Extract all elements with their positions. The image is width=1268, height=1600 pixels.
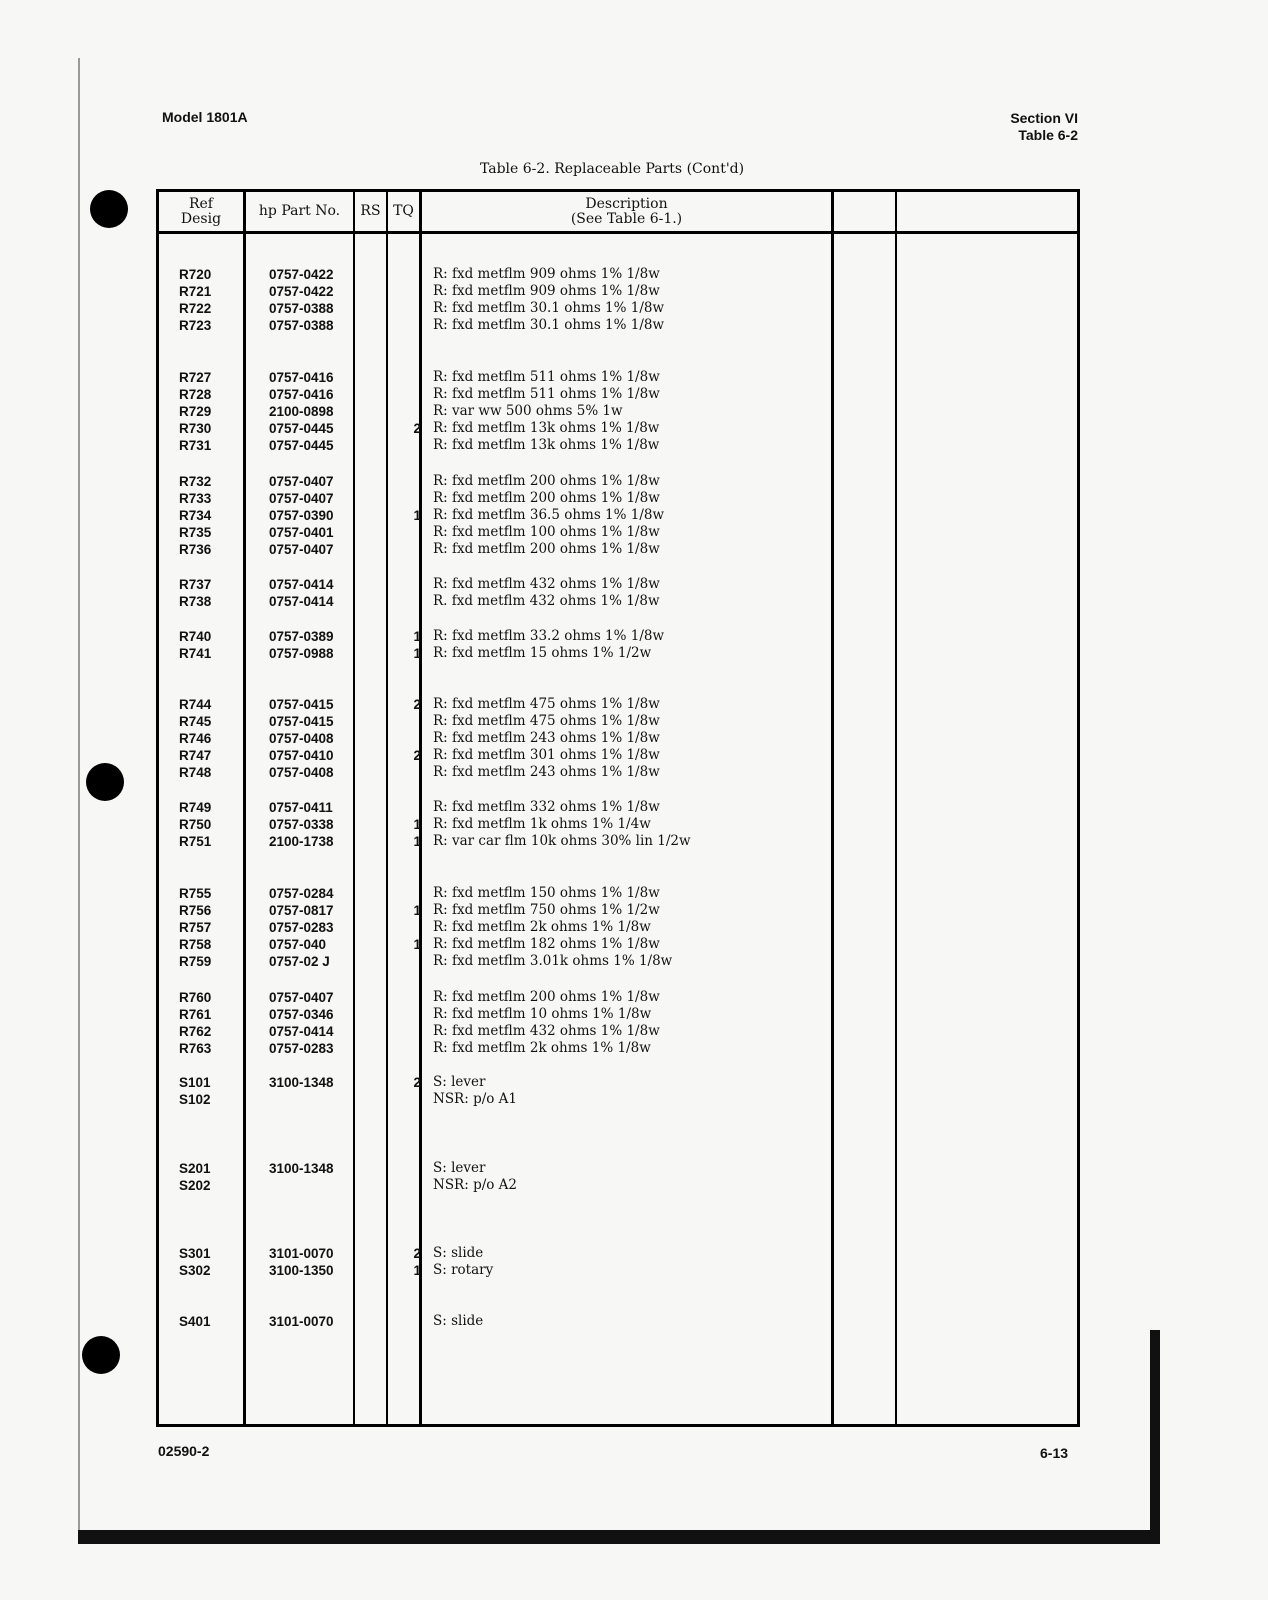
description: S: lever [433, 1074, 486, 1090]
col-header-part: hp Part No. [258, 203, 341, 219]
table-row [159, 1006, 1077, 1023]
description: R: fxd metflm 301 ohms 1% 1/8w [433, 747, 660, 763]
table-row [159, 764, 1077, 781]
ref-desig: R751 [179, 834, 212, 849]
punch-hole [86, 763, 124, 801]
section-label: Section VI [1010, 110, 1078, 126]
ref-desig: S302 [179, 1263, 211, 1278]
description: R: fxd metflm 10 ohms 1% 1/8w [433, 1006, 652, 1022]
description: R: fxd metflm 511 ohms 1% 1/8w [433, 369, 660, 385]
part-number: 3100-1350 [269, 1263, 334, 1278]
table-row [159, 473, 1077, 490]
ref-desig: S301 [179, 1246, 211, 1261]
ref-desig: R738 [179, 594, 212, 609]
total-quantity: 2 [413, 748, 421, 763]
description: R: fxd metflm 150 ohms 1% 1/8w [433, 885, 660, 901]
ref-desig: R735 [179, 525, 212, 540]
ref-desig: R746 [179, 731, 212, 746]
part-number: 0757-0389 [269, 629, 334, 644]
ref-desig: R756 [179, 903, 212, 918]
description: R: fxd metflm 36.5 ohms 1% 1/8w [433, 507, 665, 523]
description: R: fxd metflm 909 ohms 1% 1/8w [433, 266, 660, 282]
ref-desig: R723 [179, 318, 212, 333]
part-number: 0757-0388 [269, 301, 334, 316]
part-number: 0757-040 [269, 937, 327, 952]
part-number: 0757-0416 [269, 370, 334, 385]
table-row [159, 1091, 1077, 1108]
part-number: 0757-0283 [269, 1041, 334, 1056]
part-number: 0757-0388 [269, 318, 334, 333]
part-number: 0757-0445 [269, 438, 334, 453]
col-header-tq: TQ [393, 203, 414, 219]
table-row [159, 386, 1077, 403]
part-number: 0757-0410 [269, 748, 334, 763]
model-label: Model 1801A [162, 109, 248, 125]
table-row [159, 490, 1077, 507]
part-number: 2100-1738 [269, 834, 334, 849]
total-quantity: 1 [413, 508, 421, 523]
table-row [159, 628, 1077, 645]
table-row [159, 885, 1077, 902]
total-quantity: 1 [413, 937, 421, 952]
description: R: fxd metflm 750 ohms 1% 1/2w [433, 902, 660, 918]
section-header [1010, 110, 1078, 144]
ref-desig: R762 [179, 1024, 212, 1039]
table-row [159, 799, 1077, 816]
total-quantity: 1 [413, 903, 421, 918]
total-quantity: 2 [413, 697, 421, 712]
total-quantity: 2 [413, 1246, 421, 1261]
table-row [159, 953, 1077, 970]
table-row [159, 902, 1077, 919]
table-caption: Table 6-2. Replaceable Parts (Cont'd) [480, 161, 745, 177]
table-ref-label: Table 6-2 [1018, 127, 1078, 143]
part-number: 3101-0070 [269, 1246, 334, 1261]
description: R: fxd metflm 3.01k ohms 1% 1/8w [433, 953, 673, 969]
part-number: 0757-0414 [269, 577, 334, 592]
table-row [159, 936, 1077, 953]
ref-desig: R759 [179, 954, 212, 969]
ref-desig: S101 [179, 1075, 211, 1090]
total-quantity: 1 [413, 1263, 421, 1278]
description: R: fxd metflm 30.1 ohms 1% 1/8w [433, 317, 665, 333]
table-row [159, 1245, 1077, 1262]
description: R: fxd metflm 332 ohms 1% 1/8w [433, 799, 660, 815]
description: R: fxd metflm 243 ohms 1% 1/8w [433, 764, 660, 780]
total-quantity: 1 [413, 629, 421, 644]
part-number: 0757-0411 [269, 800, 333, 815]
table-row [159, 747, 1077, 764]
description: R: fxd metflm 475 ohms 1% 1/8w [433, 696, 660, 712]
description: R: fxd metflm 243 ohms 1% 1/8w [433, 730, 660, 746]
ref-desig: R761 [179, 1007, 212, 1022]
description: S: rotary [433, 1262, 494, 1278]
col-header-ref-line2: Desig [180, 210, 222, 227]
total-quantity: 1 [413, 834, 421, 849]
ref-desig: R757 [179, 920, 212, 935]
description: R: fxd metflm 200 ohms 1% 1/8w [433, 989, 660, 1005]
table-row [159, 1160, 1077, 1177]
table-row [159, 266, 1077, 283]
table-row [159, 317, 1077, 334]
ref-desig: S401 [179, 1314, 211, 1329]
table-row [159, 437, 1077, 454]
part-number: 0757-0422 [269, 267, 334, 282]
table-row [159, 1074, 1077, 1091]
part-number: 0757-0408 [269, 765, 334, 780]
part-number: 0757-0416 [269, 387, 334, 402]
table-row [159, 524, 1077, 541]
table-row [159, 420, 1077, 437]
table-row [159, 730, 1077, 747]
table-row [159, 1177, 1077, 1194]
table-row [159, 989, 1077, 1006]
parts-table [156, 189, 1080, 1427]
ref-desig: R749 [179, 800, 212, 815]
ref-desig: R730 [179, 421, 212, 436]
description: R. fxd metflm 432 ohms 1% 1/8w [433, 593, 660, 609]
total-quantity: 1 [413, 817, 421, 832]
ref-desig: R748 [179, 765, 212, 780]
ref-desig: S202 [179, 1178, 211, 1193]
part-number: 0757-0338 [269, 817, 334, 832]
part-number: 0757-0390 [269, 508, 334, 523]
part-number: 0757-0408 [269, 731, 334, 746]
table-row [159, 507, 1077, 524]
part-number: 3101-0070 [269, 1314, 334, 1329]
table-body [159, 192, 1077, 1424]
part-number: 0757-0988 [269, 646, 334, 661]
ref-desig: R720 [179, 267, 212, 282]
description: R: fxd metflm 33.2 ohms 1% 1/8w [433, 628, 665, 644]
description: R: var ww 500 ohms 5% 1w [433, 403, 623, 419]
scan-edge [78, 1530, 1158, 1544]
part-number: 0757-0817 [269, 903, 334, 918]
part-number: 0757-0415 [269, 697, 334, 712]
table-row [159, 1313, 1077, 1330]
description: S: slide [433, 1245, 484, 1261]
ref-desig: R760 [179, 990, 212, 1005]
description: R: fxd metflm 432 ohms 1% 1/8w [433, 576, 660, 592]
description: R: fxd metflm 1k ohms 1% 1/4w [433, 816, 651, 832]
description: R: var car flm 10k ohms 30% lin 1/2w [433, 833, 691, 849]
scan-edge [1150, 1330, 1160, 1544]
table-row [159, 713, 1077, 730]
description: R: fxd metflm 200 ohms 1% 1/8w [433, 473, 660, 489]
description: R: fxd metflm 432 ohms 1% 1/8w [433, 1023, 660, 1039]
part-number: 0757-0283 [269, 920, 334, 935]
part-number: 3100-1348 [269, 1161, 334, 1176]
table-row [159, 300, 1077, 317]
description: R: fxd metflm 511 ohms 1% 1/8w [433, 386, 660, 402]
ref-desig: R755 [179, 886, 212, 901]
ref-desig: R727 [179, 370, 212, 385]
ref-desig: S102 [179, 1092, 211, 1107]
table-row [159, 1262, 1077, 1279]
ref-desig: R722 [179, 301, 212, 316]
part-number: 0757-0445 [269, 421, 334, 436]
total-quantity: 2 [413, 1075, 421, 1090]
ref-desig: R731 [179, 438, 212, 453]
ref-desig: R721 [179, 284, 212, 299]
description: R: fxd metflm 100 ohms 1% 1/8w [433, 524, 660, 540]
page-edge [78, 58, 80, 1538]
table-row [159, 696, 1077, 713]
part-number: 0757-0346 [269, 1007, 334, 1022]
page-number: 6-13 [1040, 1445, 1069, 1461]
part-number: 0757-0407 [269, 491, 334, 506]
description: NSR: p/o A2 [433, 1177, 518, 1193]
part-number: 0757-0415 [269, 714, 334, 729]
table-row [159, 1040, 1077, 1057]
ref-desig: R740 [179, 629, 212, 644]
total-quantity: 2 [413, 421, 421, 436]
ref-desig: R758 [179, 937, 212, 952]
col-header-desc-line1: Description [585, 195, 668, 212]
part-number: 0757-0284 [269, 886, 334, 901]
table-row [159, 576, 1077, 593]
table-row [159, 1023, 1077, 1040]
table-row [159, 816, 1077, 833]
col-header-rs: RS [360, 203, 381, 219]
ref-desig: R732 [179, 474, 212, 489]
description: NSR: p/o A1 [433, 1091, 518, 1107]
table-row [159, 919, 1077, 936]
description: R: fxd metflm 2k ohms 1% 1/8w [433, 919, 651, 935]
table-row [159, 541, 1077, 558]
part-number: 0757-0414 [269, 594, 334, 609]
total-quantity: 1 [413, 646, 421, 661]
ref-desig: R750 [179, 817, 212, 832]
description: R: fxd metflm 475 ohms 1% 1/8w [433, 713, 660, 729]
ref-desig: R737 [179, 577, 212, 592]
part-number: 0757-0407 [269, 474, 334, 489]
description: R: fxd metflm 13k ohms 1% 1/8w [433, 420, 660, 436]
description: R: fxd metflm 15 ohms 1% 1/2w [433, 645, 652, 661]
ref-desig: R733 [179, 491, 212, 506]
table-row [159, 645, 1077, 662]
description: R: fxd metflm 13k ohms 1% 1/8w [433, 437, 660, 453]
ref-desig: R728 [179, 387, 212, 402]
punch-hole [90, 190, 128, 228]
ref-desig: R741 [179, 646, 212, 661]
punch-hole [82, 1336, 120, 1374]
part-number: 3100-1348 [269, 1075, 334, 1090]
description: R: fxd metflm 30.1 ohms 1% 1/8w [433, 300, 665, 316]
table-row [159, 833, 1077, 850]
ref-desig: R763 [179, 1041, 212, 1056]
part-number: 0757-02 J [269, 954, 330, 969]
ref-desig: R736 [179, 542, 212, 557]
table-row [159, 369, 1077, 386]
part-number: 0757-0401 [269, 525, 334, 540]
description: R: fxd metflm 2k ohms 1% 1/8w [433, 1040, 651, 1056]
ref-desig: R747 [179, 748, 212, 763]
ref-desig: R744 [179, 697, 212, 712]
part-number: 2100-0898 [269, 404, 334, 419]
description: R: fxd metflm 909 ohms 1% 1/8w [433, 283, 660, 299]
ref-desig: R729 [179, 404, 212, 419]
col-header-desc-line2: (See Table 6-1.) [570, 210, 683, 227]
ref-desig: R745 [179, 714, 212, 729]
description: R: fxd metflm 200 ohms 1% 1/8w [433, 490, 660, 506]
part-number: 0757-0422 [269, 284, 334, 299]
table-row [159, 283, 1077, 300]
ref-desig: R734 [179, 508, 212, 523]
doc-number: 02590-2 [158, 1443, 210, 1459]
description: S: lever [433, 1160, 486, 1176]
part-number: 0757-0407 [269, 542, 334, 557]
col-header-ref-line1: Ref [188, 195, 213, 212]
description: R: fxd metflm 182 ohms 1% 1/8w [433, 936, 660, 952]
description: R: fxd metflm 200 ohms 1% 1/8w [433, 541, 660, 557]
table-row [159, 403, 1077, 420]
ref-desig: S201 [179, 1161, 211, 1176]
table-row [159, 593, 1077, 610]
description: S: slide [433, 1313, 484, 1329]
part-number: 0757-0414 [269, 1024, 334, 1039]
part-number: 0757-0407 [269, 990, 334, 1005]
